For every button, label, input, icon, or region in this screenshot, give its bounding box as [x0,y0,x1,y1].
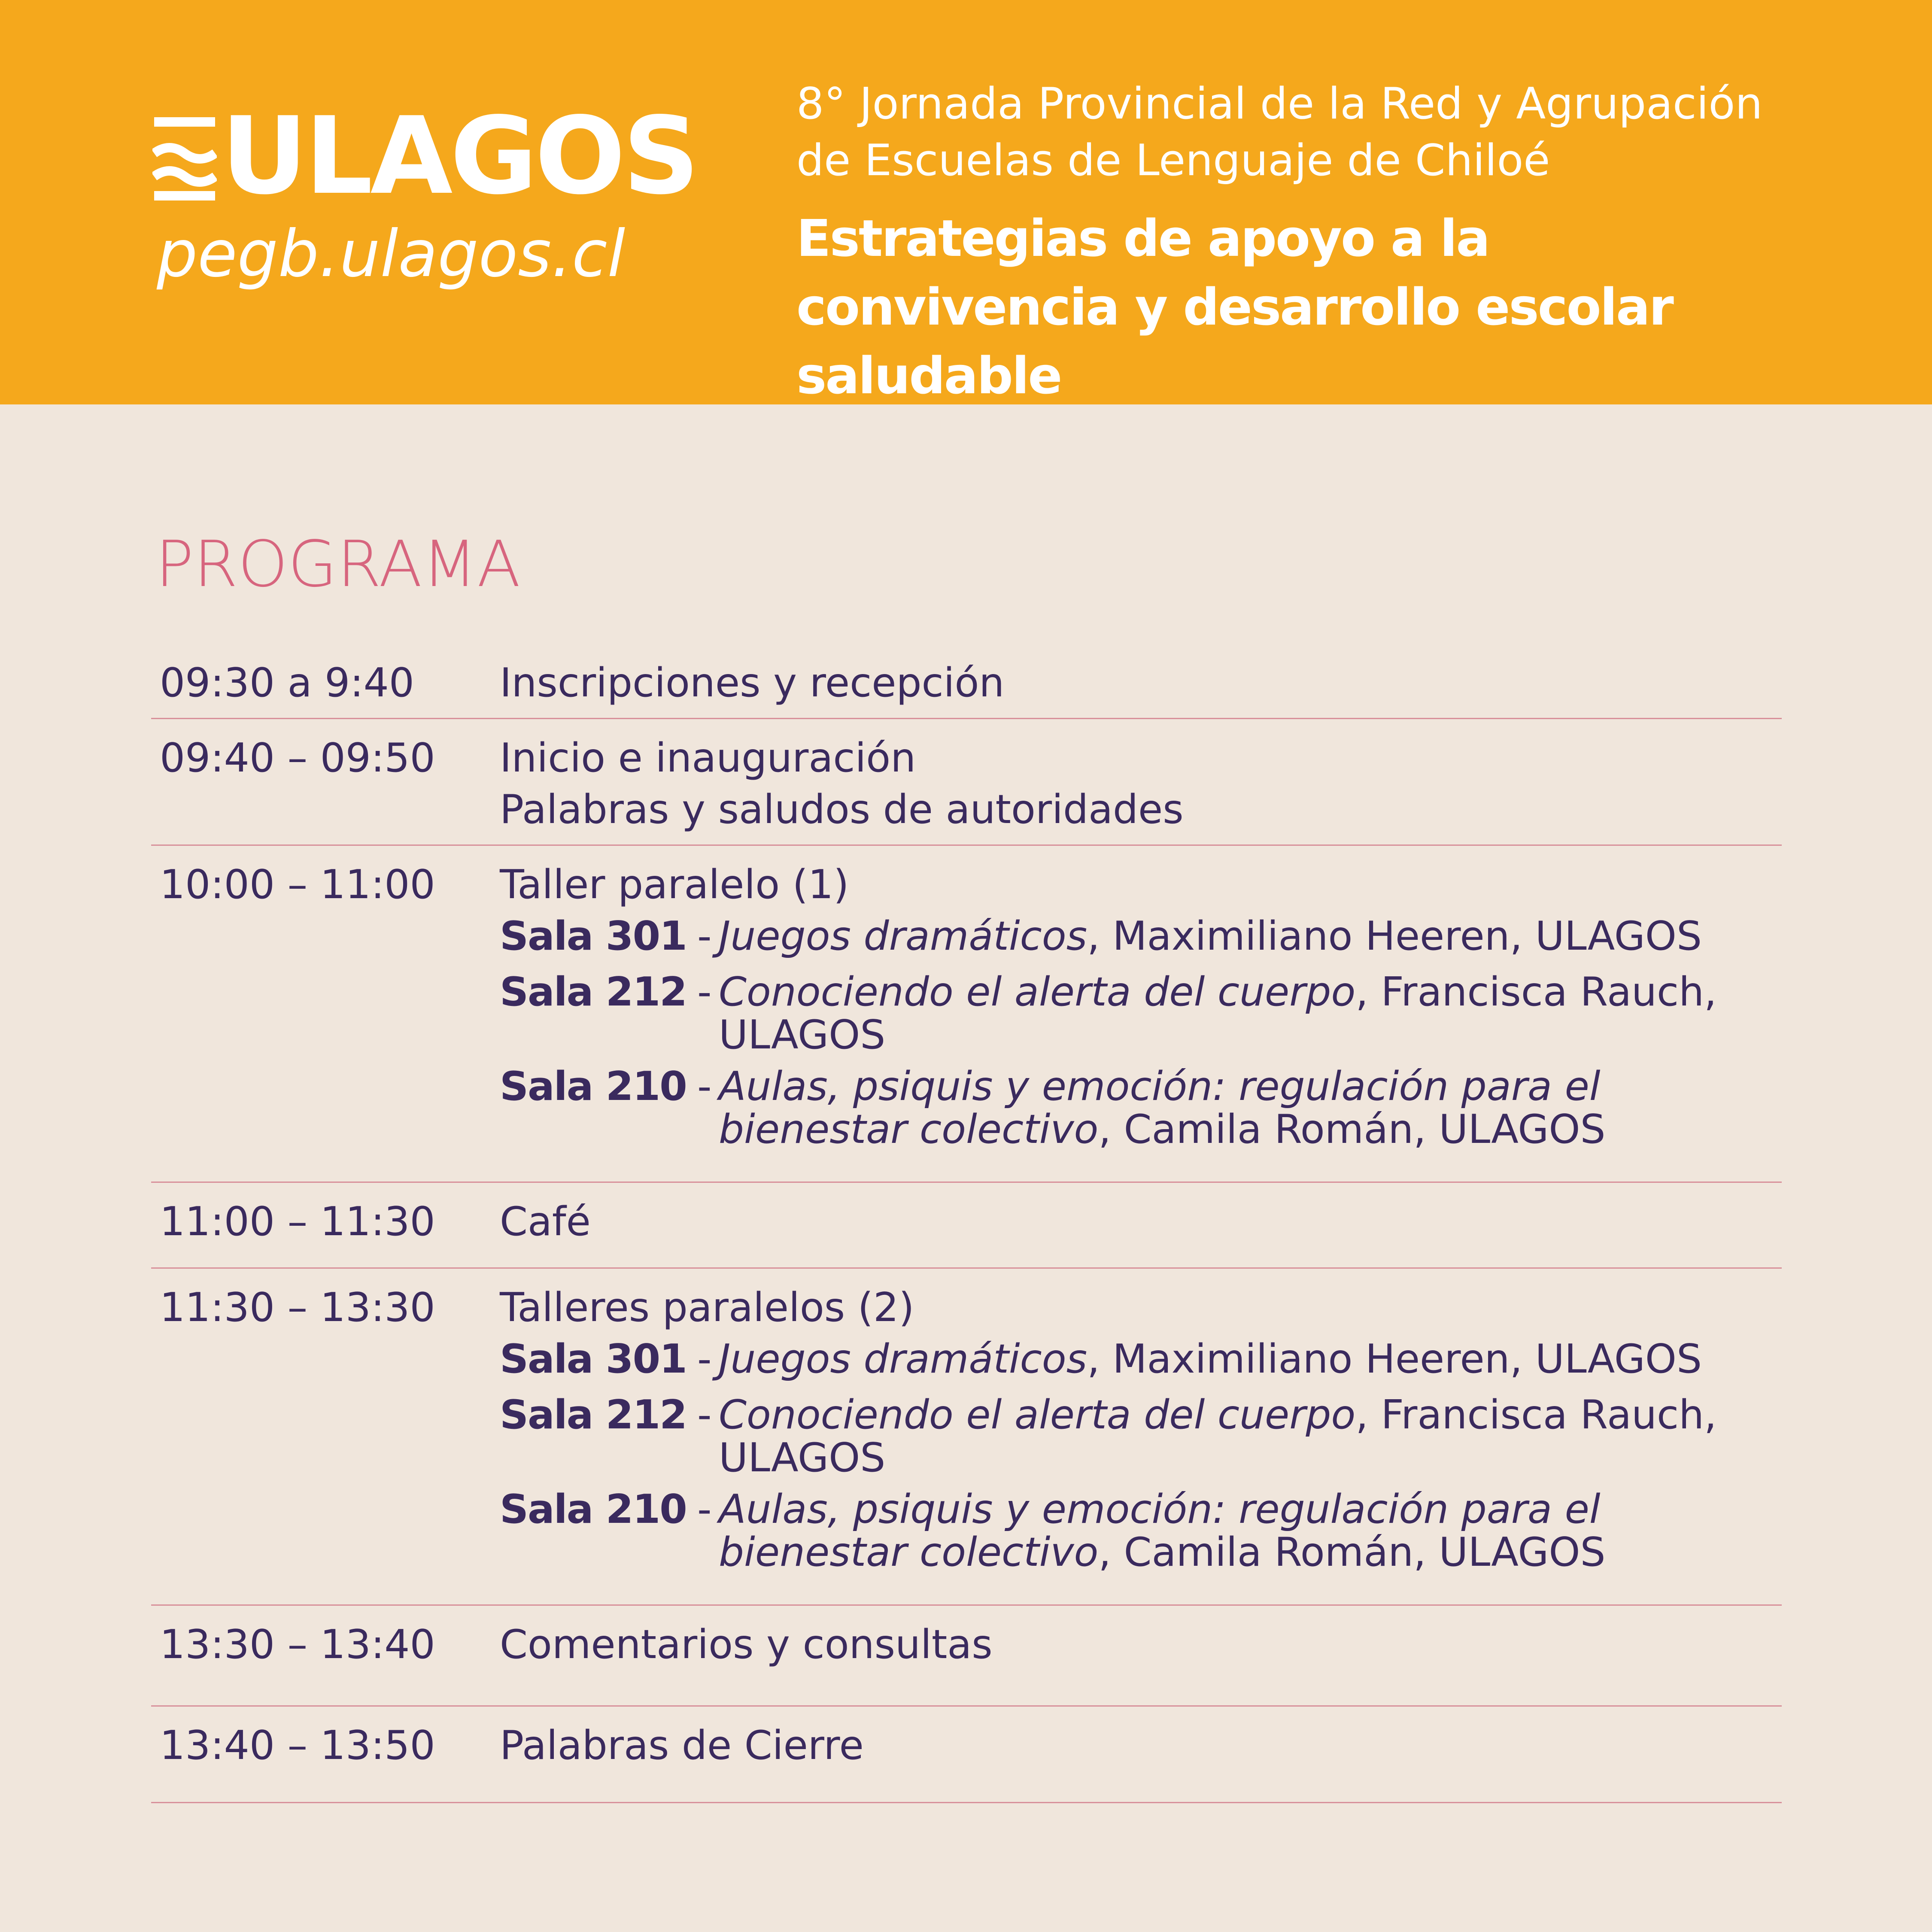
workshop-title: Conociendo el alerta del cuerpo [719,969,1356,1015]
sala-name: Sala 212 [500,969,687,1015]
program-title: PROGRAMA [155,527,521,601]
workshop-description [719,910,1782,957]
row-time: 13:30 – 13:40 [160,1621,435,1668]
workshop-title: Aulas, psiquis y emoción: regulación para el bienestar colectivo [719,1486,1601,1575]
activity-line: Talleres paralelos (2) [500,1284,914,1331]
schedule-row [151,1606,1782,1707]
schedule-row [151,644,1782,719]
activity-line: Inicio e inauguración [500,735,916,781]
activity-line: Inscripciones y recepción [500,659,1005,706]
schedule-row [151,846,1782,1183]
activity-line: Taller paralelo (1) [500,861,849,908]
workshop-presenter: , Francisca Rauch, ULAGOS [719,969,1717,1058]
event-name: 8° Jornada Provincial de la Red y Agrupación de Escuelas de Lenguaje de Chiloé [796,78,1763,185]
row-time: 10:00 – 11:00 [160,861,435,908]
workshop-description [719,1483,1782,1574]
sala-separator: - [697,969,712,1015]
workshop-description [719,1333,1782,1380]
logo-wordmark: ULAGOS [221,94,697,218]
sala-name: Sala 210 [500,1486,687,1532]
site-url: pegb.ulagos.cl [157,217,626,292]
workshop-title: Conociendo el alerta del cuerpo [719,1391,1356,1438]
sala-name: Sala 301 [500,913,687,959]
sala-separator: - [697,1486,712,1532]
row-activity [500,1719,1782,1802]
row-activity [500,657,1782,718]
row-time: 11:00 – 11:30 [160,1198,435,1245]
schedule-row [151,1707,1782,1803]
schedule-row [151,1269,1782,1606]
row-activity [500,859,1782,1182]
activity-line: Café [500,1198,591,1245]
workshop-description [719,1389,1782,1479]
workshop-title: Juegos dramáticos [719,1336,1088,1382]
sala-separator: - [697,1063,712,1109]
schedule-table [151,644,1782,1803]
workshop-presenter: , Maximiliano Heeren, ULAGOS [1087,1336,1702,1382]
activity-line: Palabras y saludos de autoridades [500,786,1184,832]
row-time: 13:40 – 13:50 [160,1722,435,1768]
workshop-entry [500,1060,1782,1151]
workshop-presenter: , Francisca Rauch, ULAGOS [719,1391,1717,1481]
event-theme: Estrategias de apoyo a la convivencia y desarrollo escolar saludable [796,209,1673,405]
ulagos-logo [152,94,697,218]
sala-separator: - [697,913,712,959]
workshop-presenter: , Maximiliano Heeren, ULAGOS [1087,913,1702,959]
sala-name: Sala 301 [500,1336,687,1382]
waves-icon [152,111,217,201]
workshop-title: Juegos dramáticos [719,913,1088,959]
row-activity [500,1282,1782,1604]
workshop-entry [500,1483,1782,1574]
workshop-entry [500,1333,1782,1385]
header-banner [0,0,1932,404]
sala-separator: - [697,1391,712,1438]
row-time: 09:40 – 09:50 [160,735,435,781]
activity-line: Comentarios y consultas [500,1621,993,1668]
row-activity [500,732,1782,844]
row-activity [500,1196,1782,1267]
sala-separator: - [697,1336,712,1382]
sala-name: Sala 212 [500,1391,687,1438]
schedule-row [151,1183,1782,1269]
schedule-row [151,719,1782,846]
row-activity [500,1619,1782,1705]
row-time: 11:30 – 13:30 [160,1284,435,1331]
workshop-description [719,1060,1782,1151]
workshop-entry [500,1389,1782,1479]
activity-line: Palabras de Cierre [500,1722,864,1768]
row-time: 09:30 a 9:40 [160,659,414,706]
workshop-entry [500,910,1782,962]
sala-name: Sala 210 [500,1063,687,1109]
workshop-description [719,966,1782,1056]
workshop-presenter: , Camila Román, ULAGOS [1098,1529,1606,1575]
workshop-entry [500,966,1782,1056]
workshop-title: Aulas, psiquis y emoción: regulación para el bienestar colectivo [719,1063,1601,1152]
workshop-presenter: , Camila Román, ULAGOS [1098,1106,1606,1152]
